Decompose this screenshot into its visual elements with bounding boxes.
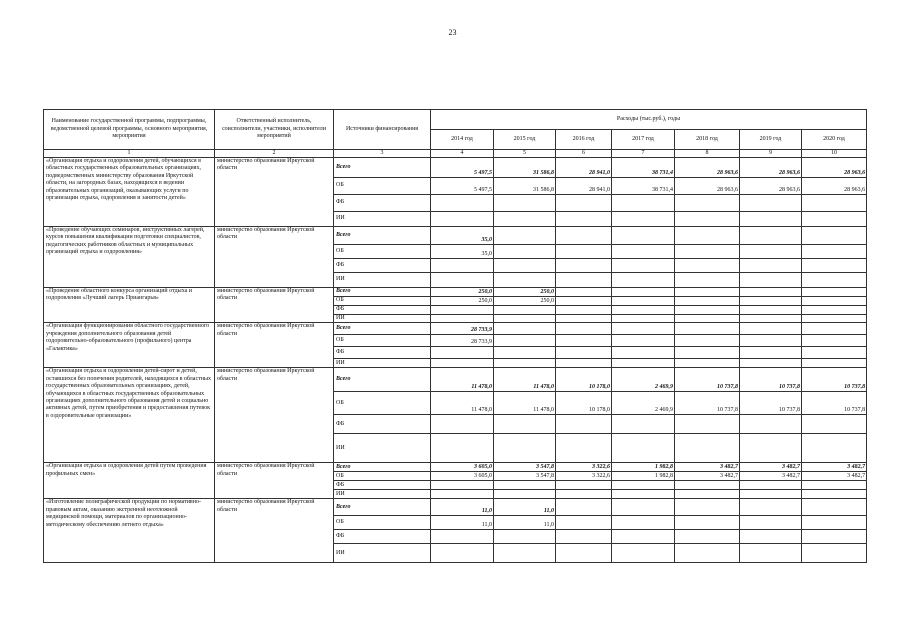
amount-cell (612, 297, 675, 306)
amount-cell (494, 347, 556, 359)
amount-cell (675, 288, 740, 297)
amount-cell (556, 306, 612, 315)
amount-cell (556, 259, 612, 273)
amount-cell (675, 315, 740, 323)
amount-cell (431, 273, 494, 288)
funding-source: Всего (334, 227, 431, 245)
amount-cell (612, 516, 675, 530)
amount-cell: 10 737,8 (740, 392, 802, 415)
amount-cell (612, 245, 675, 259)
amount-cell (802, 306, 867, 315)
amount-cell (802, 288, 867, 297)
amount-cell (612, 315, 675, 323)
column-number-7: 8 (675, 150, 740, 158)
header-year-1: 2015 год (494, 130, 556, 150)
amount-cell (675, 297, 740, 306)
amount-cell (740, 315, 802, 323)
amount-cell (431, 530, 494, 544)
funding-source: ФБ (334, 195, 431, 212)
amount-cell: 250,0 (431, 297, 494, 306)
amount-cell (802, 544, 867, 563)
amount-cell (675, 195, 740, 212)
amount-cell: 5 497,5 (431, 178, 494, 195)
amount-cell: 28 963,6 (675, 178, 740, 195)
amount-cell: 10 737,8 (802, 392, 867, 415)
amount-cell: 2 469,9 (612, 392, 675, 415)
table-row (44, 323, 867, 335)
amount-cell: 28 941,0 (556, 158, 612, 178)
amount-cell (675, 359, 740, 368)
amount-cell (675, 212, 740, 227)
amount-cell (740, 297, 802, 306)
amount-cell (612, 288, 675, 297)
amount-cell (740, 359, 802, 368)
amount-cell (612, 323, 675, 335)
amount-cell (802, 499, 867, 516)
funding-source: ИИ (334, 315, 431, 323)
amount-cell (494, 212, 556, 227)
amount-cell (675, 335, 740, 347)
table-row (44, 227, 867, 245)
amount-cell (494, 544, 556, 563)
amount-cell (802, 530, 867, 544)
amount-cell (802, 415, 867, 434)
amount-cell (431, 415, 494, 434)
measure-name: «Проведение обучающих семинаров, инструктивных лагерей, курсов повышения квалификации подготовки специалистов, педагогических работников областных и муниципальных организаций отдыха и оздоровления» (44, 227, 215, 288)
header-name-col: Наименование государственной программы, подпрограммы, ведомственной целевой программы, основного мероприятия, мероприятия (44, 110, 215, 150)
amount-cell: 11,0 (431, 499, 494, 516)
budget-table (43, 109, 867, 563)
amount-cell (802, 273, 867, 288)
amount-cell (612, 490, 675, 499)
amount-cell (675, 306, 740, 315)
amount-cell: 3 482,7 (802, 463, 867, 472)
amount-cell (556, 273, 612, 288)
amount-cell (740, 259, 802, 273)
amount-cell (675, 516, 740, 530)
amount-cell (494, 530, 556, 544)
header-source-col: Источники финансирования (334, 110, 431, 150)
column-number-6: 7 (612, 150, 675, 158)
measure-executor: министерство образования Иркутской области (215, 463, 334, 499)
amount-cell (556, 490, 612, 499)
amount-cell: 11,0 (494, 516, 556, 530)
amount-cell: 3 322,6 (556, 472, 612, 481)
amount-cell (740, 415, 802, 434)
amount-cell (494, 490, 556, 499)
header-year-3: 2017 год (612, 130, 675, 150)
amount-cell: 1 982,8 (612, 472, 675, 481)
page-number: 23 (448, 28, 457, 37)
funding-source: ФБ (334, 530, 431, 544)
amount-cell (612, 335, 675, 347)
amount-cell (431, 212, 494, 227)
amount-cell: 250,0 (494, 288, 556, 297)
amount-cell (740, 288, 802, 297)
table-row (44, 499, 867, 516)
amount-cell (740, 490, 802, 499)
amount-cell (740, 212, 802, 227)
amount-cell (431, 347, 494, 359)
funding-source: Всего (334, 368, 431, 392)
measure-name: «Организация отдыха и оздоровления детей-сирот и детей, оставшихся без попечения родителей, находящихся в областных государственных образовательных организациях, детей, обучающихся в областных государственных образовательных организациях дополнительного образования детей и социально активных детей, путем приобретения и предоставления путевок в оздоровительные организации» (44, 368, 215, 463)
amount-cell (556, 434, 612, 463)
amount-cell (556, 315, 612, 323)
amount-cell: 28 963,6 (740, 178, 802, 195)
amount-cell: 28 733,9 (431, 323, 494, 335)
amount-cell (556, 245, 612, 259)
funding-source: ИИ (334, 544, 431, 563)
funding-source: ОБ (334, 297, 431, 306)
amount-cell (556, 335, 612, 347)
header-row (44, 110, 867, 130)
header-executor-col: Ответственный исполнитель, соисполнители, участники, исполнители мероприятий (215, 110, 334, 150)
amount-cell (556, 516, 612, 530)
amount-cell (556, 212, 612, 227)
amount-cell (802, 516, 867, 530)
amount-cell (612, 434, 675, 463)
amount-cell: 11,0 (494, 499, 556, 516)
amount-cell: 3 547,8 (494, 472, 556, 481)
amount-cell (556, 323, 612, 335)
amount-cell: 28 963,6 (740, 158, 802, 178)
amount-cell: 35,0 (431, 227, 494, 245)
amount-cell (675, 273, 740, 288)
amount-cell (556, 347, 612, 359)
funding-source: ИИ (334, 212, 431, 227)
amount-cell: 250,0 (431, 288, 494, 297)
amount-cell: 250,0 (494, 297, 556, 306)
column-number-1: 2 (215, 150, 334, 158)
funding-source: Всего (334, 158, 431, 178)
amount-cell (740, 499, 802, 516)
amount-cell (612, 195, 675, 212)
amount-cell (556, 297, 612, 306)
amount-cell (675, 415, 740, 434)
amount-cell (740, 195, 802, 212)
amount-cell (802, 434, 867, 463)
amount-cell (740, 245, 802, 259)
funding-source: ФБ (334, 306, 431, 315)
amount-cell (802, 297, 867, 306)
funding-source: ИИ (334, 359, 431, 368)
amount-cell (802, 259, 867, 273)
amount-cell (740, 481, 802, 490)
measure-executor: министерство образования Иркутской области (215, 368, 334, 463)
amount-cell: 3 482,7 (740, 463, 802, 472)
amount-cell: 11,0 (431, 516, 494, 530)
amount-cell: 28 963,6 (802, 178, 867, 195)
amount-cell (494, 323, 556, 335)
amount-cell (494, 415, 556, 434)
amount-cell (431, 195, 494, 212)
measure-name: «Организация функционирования областного государственного учреждения дополнительного образования детей оздоровительно-образовательного (профильного) центра «Галактика» (44, 323, 215, 368)
amount-cell (740, 335, 802, 347)
amount-cell (675, 434, 740, 463)
amount-cell (740, 516, 802, 530)
amount-cell: 10 737,8 (740, 368, 802, 392)
column-number-5: 6 (556, 150, 612, 158)
amount-cell (675, 544, 740, 563)
amount-cell: 5 497,5 (431, 158, 494, 178)
amount-cell (802, 245, 867, 259)
column-number-4: 5 (494, 150, 556, 158)
amount-cell (740, 530, 802, 544)
amount-cell: 3 605,0 (431, 463, 494, 472)
header-year-6: 2020 год (802, 130, 867, 150)
funding-source: ИИ (334, 273, 431, 288)
amount-cell: 3 482,7 (675, 472, 740, 481)
amount-cell (675, 530, 740, 544)
header-expenses: Расходы (тыс.руб.), годы (431, 110, 867, 130)
amount-cell (612, 259, 675, 273)
amount-cell: 11 478,0 (431, 392, 494, 415)
amount-cell (802, 347, 867, 359)
amount-cell (802, 195, 867, 212)
measure-executor: министерство образования Иркутской области (215, 323, 334, 368)
amount-cell (431, 306, 494, 315)
funding-source: ОБ (334, 516, 431, 530)
amount-cell: 3 482,7 (802, 472, 867, 481)
amount-cell: 10 737,8 (802, 368, 867, 392)
amount-cell (612, 530, 675, 544)
amount-cell (494, 195, 556, 212)
amount-cell (431, 490, 494, 499)
amount-cell (556, 481, 612, 490)
funding-source: Всего (334, 323, 431, 335)
amount-cell: 35,0 (431, 245, 494, 259)
header-year-5: 2019 год (740, 130, 802, 150)
amount-cell: 28 963,6 (675, 158, 740, 178)
amount-cell (675, 323, 740, 335)
amount-cell (802, 227, 867, 245)
amount-cell: 38 731,4 (612, 178, 675, 195)
funding-source: Всего (334, 288, 431, 297)
amount-cell (556, 227, 612, 245)
amount-cell (740, 434, 802, 463)
measure-executor: министерство образования Иркутской области (215, 499, 334, 563)
amount-cell (431, 544, 494, 563)
measure-name: «Проведение областного конкурса организаций отдыха и оздоровления «Лучший лагерь Приангарья» (44, 288, 215, 323)
amount-cell (431, 359, 494, 368)
column-number-9: 10 (802, 150, 867, 158)
column-number-0: 1 (44, 150, 215, 158)
header-numbers-row (44, 150, 867, 158)
amount-cell: 28 733,9 (431, 335, 494, 347)
funding-source: ОБ (334, 178, 431, 195)
amount-cell (612, 227, 675, 245)
amount-cell (612, 347, 675, 359)
amount-cell: 11 478,0 (431, 368, 494, 392)
funding-source: ОБ (334, 335, 431, 347)
amount-cell (740, 347, 802, 359)
header-year-2: 2016 год (556, 130, 612, 150)
amount-cell: 11 478,0 (494, 392, 556, 415)
column-number-3: 4 (431, 150, 494, 158)
measure-executor: министерство образования Иркутской области (215, 288, 334, 323)
amount-cell (802, 359, 867, 368)
funding-source: ФБ (334, 415, 431, 434)
amount-cell (802, 481, 867, 490)
amount-cell: 31 586,8 (494, 158, 556, 178)
amount-cell (431, 315, 494, 323)
table-body (44, 110, 867, 563)
header-year-4: 2018 год (675, 130, 740, 150)
amount-cell (494, 481, 556, 490)
amount-cell (612, 359, 675, 368)
amount-cell: 10 737,8 (675, 392, 740, 415)
amount-cell (556, 288, 612, 297)
funding-source: ФБ (334, 481, 431, 490)
amount-cell (612, 544, 675, 563)
amount-cell (802, 315, 867, 323)
amount-cell (494, 227, 556, 245)
amount-cell: 38 731,4 (612, 158, 675, 178)
amount-cell (494, 335, 556, 347)
amount-cell: 2 469,9 (612, 368, 675, 392)
amount-cell: 28 941,0 (556, 178, 612, 195)
amount-cell (675, 481, 740, 490)
measure-name: «Организация отдыха и оздоровления детей путем проведения профильных смен» (44, 463, 215, 499)
amount-cell (740, 227, 802, 245)
amount-cell (612, 212, 675, 227)
table-row (44, 368, 867, 392)
amount-cell: 10 178,0 (556, 392, 612, 415)
amount-cell: 3 482,7 (675, 463, 740, 472)
amount-cell (612, 481, 675, 490)
amount-cell (612, 306, 675, 315)
funding-source: ОБ (334, 245, 431, 259)
amount-cell: 3 605,0 (431, 472, 494, 481)
amount-cell: 10 737,8 (675, 368, 740, 392)
amount-cell (494, 259, 556, 273)
amount-cell (802, 335, 867, 347)
amount-cell: 28 963,6 (802, 158, 867, 178)
column-number-8: 9 (740, 150, 802, 158)
header-year-0: 2014 год (431, 130, 494, 150)
amount-cell: 3 322,6 (556, 463, 612, 472)
amount-cell (612, 499, 675, 516)
amount-cell (494, 315, 556, 323)
measure-name: «Изготовление полиграфической продукции по нормативно-правовым актам, оказанию экстренной неотложной медицинской помощи, материалов по организационно-методическому обеспечению летнего отдыха» (44, 499, 215, 563)
amount-cell (556, 415, 612, 434)
amount-cell (675, 490, 740, 499)
amount-cell (494, 434, 556, 463)
amount-cell: 3 482,7 (740, 472, 802, 481)
amount-cell (675, 245, 740, 259)
amount-cell (675, 259, 740, 273)
amount-cell (740, 323, 802, 335)
amount-cell: 11 478,0 (494, 368, 556, 392)
amount-cell (431, 481, 494, 490)
amount-cell: 3 547,8 (494, 463, 556, 472)
amount-cell (675, 227, 740, 245)
amount-cell (612, 273, 675, 288)
table-row (44, 288, 867, 297)
amount-cell (431, 259, 494, 273)
amount-cell (802, 323, 867, 335)
amount-cell (494, 273, 556, 288)
amount-cell (494, 245, 556, 259)
amount-cell (556, 544, 612, 563)
funding-source: ИИ (334, 490, 431, 499)
amount-cell (802, 490, 867, 499)
funding-source: ОБ (334, 472, 431, 481)
column-number-2: 3 (334, 150, 431, 158)
funding-source: Всего (334, 499, 431, 516)
funding-source: ФБ (334, 259, 431, 273)
amount-cell (740, 544, 802, 563)
table-row (44, 158, 867, 178)
amount-cell (802, 212, 867, 227)
amount-cell: 31 586,8 (494, 178, 556, 195)
amount-cell (556, 530, 612, 544)
amount-cell: 10 178,0 (556, 368, 612, 392)
measure-executor: министерство образования Иркутской области (215, 227, 334, 288)
amount-cell (740, 306, 802, 315)
amount-cell (675, 499, 740, 516)
amount-cell (740, 273, 802, 288)
measure-executor: министерство образования Иркутской области (215, 158, 334, 227)
amount-cell (556, 499, 612, 516)
amount-cell (431, 434, 494, 463)
amount-cell (556, 359, 612, 368)
amount-cell: 1 982,8 (612, 463, 675, 472)
table-row (44, 463, 867, 472)
amount-cell (556, 195, 612, 212)
funding-source: ФБ (334, 347, 431, 359)
amount-cell (494, 306, 556, 315)
amount-cell (675, 347, 740, 359)
amount-cell (494, 359, 556, 368)
funding-source: Всего (334, 463, 431, 472)
funding-source: ОБ (334, 392, 431, 415)
amount-cell (612, 415, 675, 434)
measure-name: «Организация отдыха и оздоровления детей, обучающихся в областных государственных образовательных организациях, подведомственных министерству образования Иркутской области, на загородных базах, находящихся в ведении образовательных организаций, оказывающих услуги по организации отдыха, оздоровления и занятости детей» (44, 158, 215, 227)
funding-source: ИИ (334, 434, 431, 463)
